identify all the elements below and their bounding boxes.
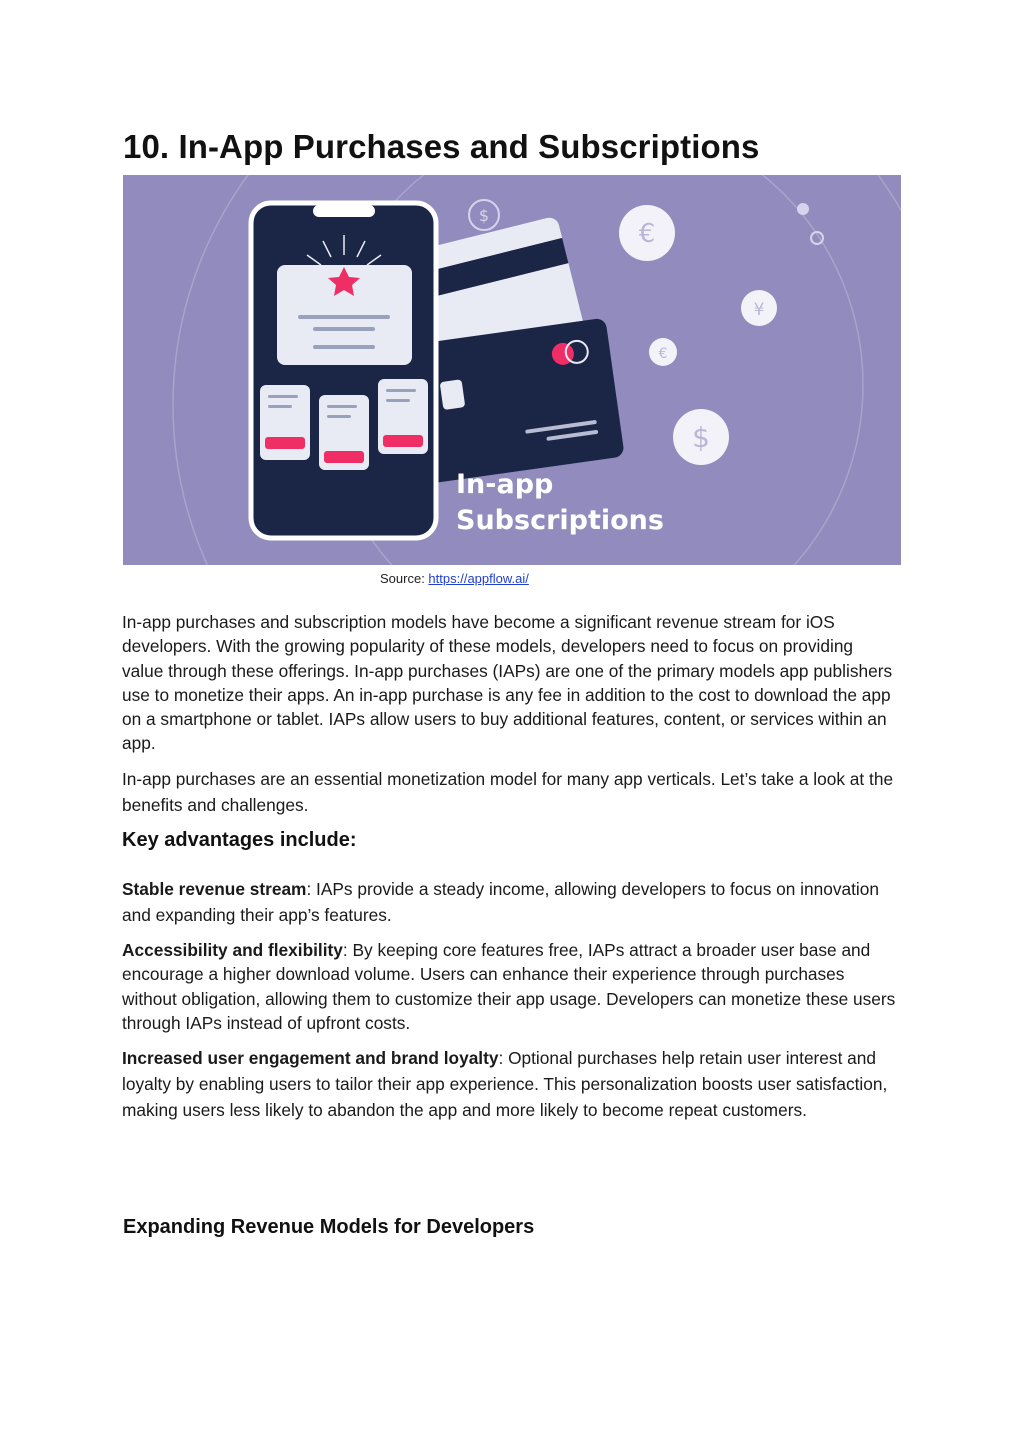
advantage-item bbox=[122, 876, 897, 928]
advantage-text: : By keeping core features free, IAPs attract a broader user base and encourage a higher download volume. Users can enhance their experience through purchases without obligation, allowing them to customize their app usage. Developers can monetize these users through IAPs instead of upfront costs. bbox=[122, 940, 896, 1033]
decor-dot bbox=[797, 203, 809, 215]
in-app-subscriptions-illustration bbox=[123, 175, 901, 565]
card-chip bbox=[440, 379, 466, 410]
hero-illustration bbox=[123, 175, 901, 565]
credit-card-front bbox=[407, 318, 625, 484]
plan-card-right bbox=[378, 379, 428, 454]
plan-card-left bbox=[260, 385, 310, 460]
svg-text:¥: ¥ bbox=[753, 300, 765, 320]
svg-text:$: $ bbox=[692, 421, 710, 454]
hero-heading-line2: Subscriptions bbox=[456, 505, 664, 536]
advantage-item bbox=[122, 938, 897, 1035]
dollar-coin-small-icon bbox=[469, 200, 499, 230]
advantage-item bbox=[122, 1045, 897, 1123]
svg-text:€: € bbox=[658, 346, 668, 362]
plan-card-middle bbox=[319, 395, 369, 470]
dollar-coin-large-icon bbox=[673, 409, 729, 465]
source-link[interactable]: https://appflow.ai/ bbox=[428, 571, 529, 586]
section-heading: Expanding Revenue Models for Developers bbox=[123, 1216, 535, 1238]
advantage-label: Accessibility and flexibility bbox=[122, 940, 343, 960]
phone-mockup bbox=[251, 203, 436, 538]
intro-paragraph-2: In-app purchases are an essential monetization model for many app verticals. Let’s take a look at the benefits and challenges. bbox=[122, 769, 894, 815]
euro-coin-small-icon bbox=[649, 338, 677, 366]
page-title: 10. In-App Purchases and Subscriptions bbox=[123, 128, 760, 165]
advantage-text: : Optional purchases help retain user interest and loyalty by enabling users to tailor their app experience. This personalization boosts user satisfaction, making users less likely to abandon the app and more likely to become repeat customers. bbox=[122, 1048, 888, 1120]
source-label: Source: bbox=[380, 571, 429, 586]
euro-coin-icon bbox=[619, 205, 675, 261]
advantage-label: Increased user engagement and brand loyalty bbox=[122, 1048, 499, 1068]
advantage-text: : IAPs provide a steady income, allowing developers to focus on innovation and expanding their app’s features. bbox=[122, 879, 879, 925]
image-source-caption bbox=[380, 571, 529, 586]
advantage-label: Stable revenue stream bbox=[122, 879, 307, 899]
svg-text:$: $ bbox=[478, 206, 490, 225]
hero-heading-line1: In-app bbox=[456, 469, 554, 500]
yen-coin-icon bbox=[741, 290, 777, 326]
svg-text:€: € bbox=[638, 219, 656, 249]
advantages-heading: Key advantages include: bbox=[122, 829, 357, 851]
intro-paragraph-1: In-app purchases and subscription models have become a significant revenue stream for iOS developers. With the growing popularity of these models, developers need to focus on providing value through these offerings. In-app purchases (IAPs) are one of the primary models app publishers use to monetize their apps. An in-app purchase is any fee in addition to the cost to download the app on a smartphone or tablet. IAPs allow users to buy additional features, content, or services within an app. bbox=[122, 612, 893, 754]
